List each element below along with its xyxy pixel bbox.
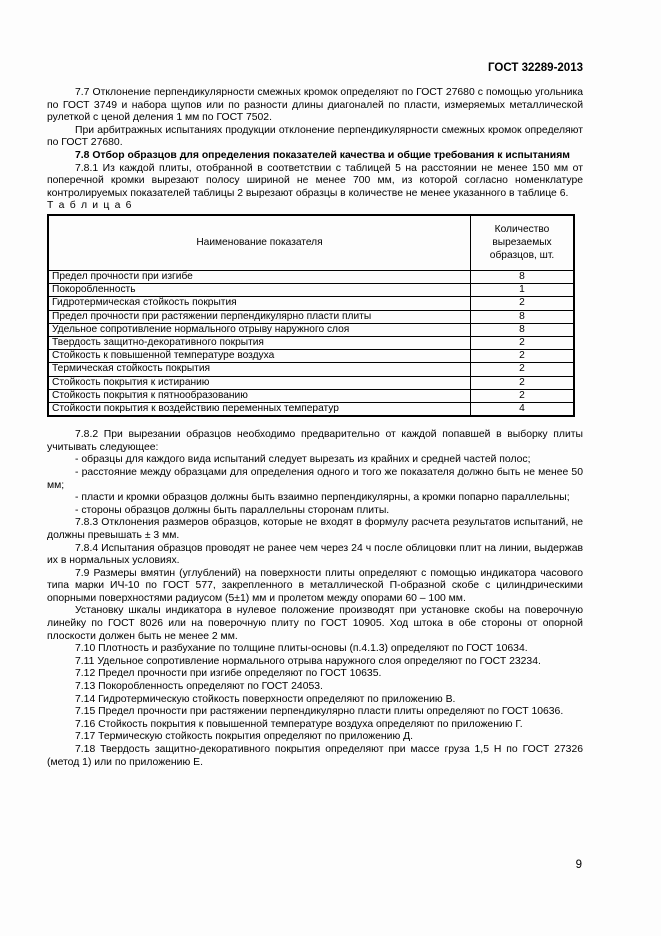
table-row (48, 270, 574, 283)
paragraph-7-7-arbitration: При арбитражных испытаниях продукции отклонение перпендикулярности смежных кромок определяют по ГОСТ 27680. (47, 124, 583, 149)
table-caption: Т а б л и ц а 6 (47, 200, 133, 212)
standard-header: ГОСТ 32289-2013 (488, 62, 583, 74)
indicator-cell: Предел прочности при растяжении перпендикулярно пласти плиты (48, 310, 471, 323)
indicator-cell: Стойкость покрытия к пятнообразованию (48, 389, 471, 402)
count-cell: 2 (471, 297, 575, 310)
paragraph-7-17: 7.17 Термическую стойкость покрытия определяют по приложению Д. (75, 731, 414, 743)
count-cell: 4 (471, 402, 575, 416)
paragraph-7-8-1: 7.8.1 Из каждой плиты, отобранной в соответствии с таблицей 5 на расстоянии не менее 150 мм от поперечной кромки вырезают полосу шириной не менее 700 мм, из которой согласно номенклатуре контролируемых показателей таблицы 2 вырезают образцы в количестве не менее указанного в таблице 6. (47, 162, 583, 199)
count-cell: 2 (471, 389, 575, 402)
paragraph-7-8-2: 7.8.2 При вырезании образцов необходимо предварительно от каждой попавшей в выборку плиты учитывать следующее: (47, 429, 583, 453)
indicator-cell: Стойкость покрытия к истиранию (48, 376, 471, 389)
count-cell: 2 (471, 376, 575, 389)
table-row (48, 323, 574, 336)
count-cell: 2 (471, 336, 575, 349)
table-row (48, 350, 574, 363)
document-body (47, 87, 583, 769)
indicator-cell: Термическая стойкость покрытия (48, 363, 471, 376)
paragraph-7-15: 7.15 Предел прочности при растяжении перпендикулярно пласти плиты определяют по ГОСТ 10636. (75, 706, 564, 718)
table-row (48, 389, 574, 402)
table-row (48, 297, 574, 310)
table-row (48, 376, 574, 389)
paragraph-7-13: 7.13 Покоробленность определяют по ГОСТ 24053. (75, 681, 323, 693)
paragraph-7-9-indicator: Установку шкалы индикатора в нулевое положение производят при установке скобы на поверочную линейку по ГОСТ 8026 или на поверочную плиту по ГОСТ 10905. Ход штока в обе стороны от опорной плоскости должен быть не менее 2 мм. (47, 605, 583, 642)
table-row (48, 310, 574, 323)
paragraph-7-10: 7.10 Плотность и разбухание по толщине плиты-основы (п.4.1.3) определяют по ГОСТ 10634. (75, 643, 528, 655)
paragraph-7-12: 7.12 Предел прочности при изгибе определяют по ГОСТ 10635. (75, 668, 382, 680)
count-cell: 8 (471, 310, 575, 323)
paragraph-7-8-4: 7.8.4 Испытания образцов проводят не ранее чем через 24 ч после облицовки плит на линии, выдержав их в нормальных условиях. (47, 542, 583, 567)
paragraph-7-11: 7.11 Удельное сопротивление нормального отрыва наружного слоя определяют по ГОСТ 23234. (75, 655, 541, 667)
indicator-cell: Стойкости покрытия к воздействию переменных температур (48, 402, 471, 416)
list-item: - пласти и кромки образцов должны быть взаимно перпендикулярны, а кромки попарно параллельны; (75, 492, 570, 504)
table-row (48, 336, 574, 349)
table-header-row (48, 215, 574, 271)
table-header-count: Количество вырезаемых образцов, шт. (471, 215, 575, 271)
indicator-cell: Гидротермическая стойкость покрытия (48, 297, 471, 310)
indicator-cell: Стойкость к повышенной температуре воздуха (48, 350, 471, 363)
count-cell: 8 (471, 323, 575, 336)
samples-table (47, 214, 575, 417)
table-row (48, 284, 574, 297)
count-cell: 1 (471, 284, 575, 297)
count-cell: 8 (471, 270, 575, 283)
page-number: 9 (575, 859, 582, 871)
paragraph-7-7: 7.7 Отклонение перпендикулярности смежных кромок определяют по ГОСТ 27680 с помощью угольника по ГОСТ 3749 и набора щупов или по разности длины диагоналей по пласти, измеряемых металлической рулеткой с ценой деления 1 мм по ГОСТ 7502. (47, 87, 583, 124)
paragraph-7-18: 7.18 Твердость защитно-декоративного покрытия определяют при массе груза 1,5 Н по ГОСТ 27326 (метод 1) или по приложению Е. (47, 744, 583, 768)
section-heading-7-8: 7.8 Отбор образцов для определения показателей качества и общие требования к испытаниям (75, 149, 570, 161)
paragraph-7-8-3: 7.8.3 Отклонения размеров образцов, которые не входят в формулу расчета результатов испытаний, не должны превышать ± 3 мм. (47, 517, 583, 541)
paragraph-7-9: 7.9 Размеры вмятин (углублений) на поверхности плиты определяют с помощью индикатора часового типа марки ИЧ-10 по ГОСТ 577, закрепленного в металлической П-образной скобе с цилиндрическими опорными поверхностями радиусом (5±1) мм и пролетом между опорами 60 – 100 мм. (47, 567, 583, 604)
count-cell: 2 (471, 350, 575, 363)
paragraph-7-14: 7.14 Гидротермическую стойкость поверхности определяют по приложению В. (75, 693, 456, 705)
list-item: - образцы для каждого вида испытаний следует вырезать из крайних и средней частей полос; (75, 454, 531, 466)
indicator-cell: Удельное сопротивление нормального отрыву наружного слоя (48, 323, 471, 336)
count-cell: 2 (471, 363, 575, 376)
indicator-cell: Покоробленность (48, 284, 471, 297)
list-item: - стороны образцов должны быть параллельны сторонам плиты. (75, 504, 390, 516)
table-row (48, 402, 574, 416)
table-header-indicator: Наименование показателя (48, 215, 471, 271)
table-body (48, 270, 574, 416)
table-row (48, 363, 574, 376)
list-item: - расстояние между образцами для определения одного и того же показателя должно быть не менее 50 мм; (47, 466, 583, 491)
indicator-cell: Предел прочности при изгибе (48, 270, 471, 283)
indicator-cell: Твердость защитно-декоративного покрытия (48, 336, 471, 349)
paragraph-7-16: 7.16 Стойкость покрытия к повышенной температуре воздуха определяют по приложению Г. (75, 718, 523, 730)
